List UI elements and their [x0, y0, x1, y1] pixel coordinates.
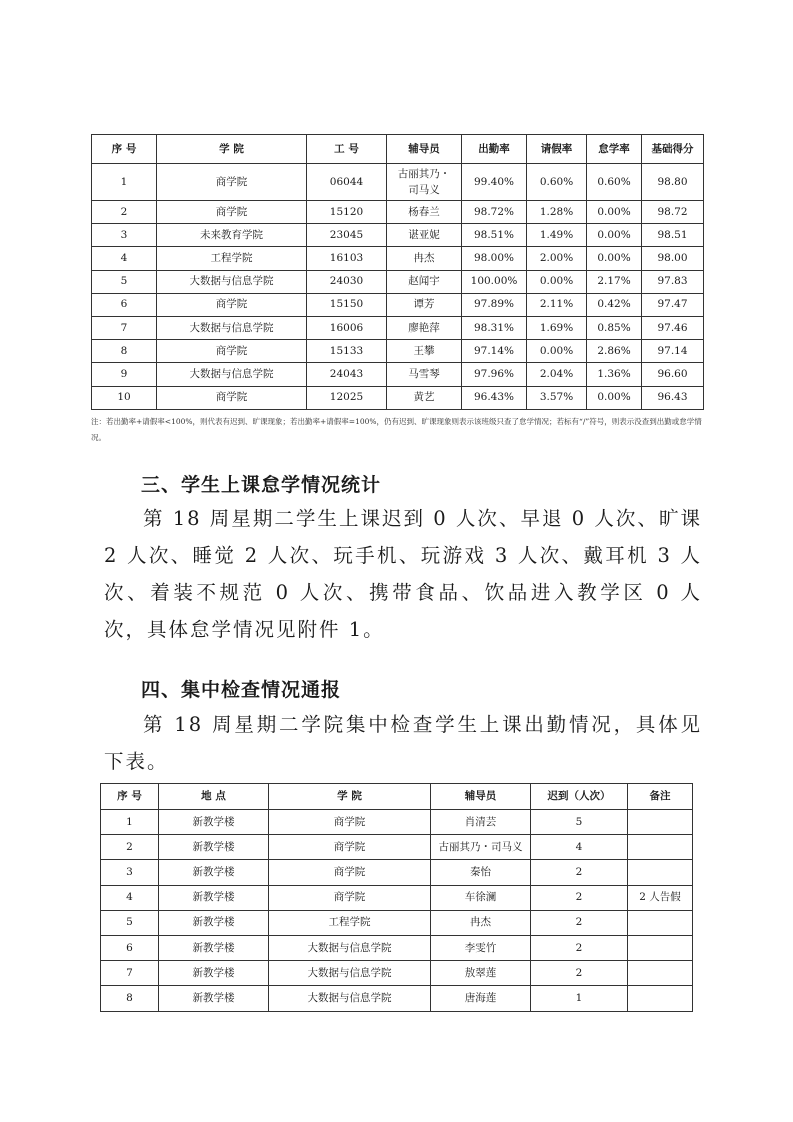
- header-cell: 请假率: [527, 135, 587, 164]
- section-paragraph: 第 18 周星期二学生上课迟到 0 人次、早退 0 人次、旷课 2 人次、睡觉 2 人次、玩手机、玩游戏 3 人次、戴耳机 3 人次、着装不规范 0 人次、携带食品、饮品进入教学区 0 人次，具体怠学情况见附件 1。: [104, 507, 702, 641]
- table-row: [101, 935, 693, 960]
- table-cell: 谌亚妮: [387, 224, 462, 247]
- table-row: [92, 340, 704, 363]
- table-cell: 新教学楼: [159, 961, 269, 986]
- table-cell: 6: [101, 935, 159, 960]
- table-cell: 新教学楼: [159, 885, 269, 910]
- table-cell: 工程学院: [269, 910, 431, 935]
- table-cell: 秦怡: [431, 860, 531, 885]
- table-row: [92, 293, 704, 316]
- table-cell: [628, 810, 693, 835]
- table-cell: 唐海莲: [431, 986, 531, 1011]
- header-cell: 工 号: [307, 135, 387, 164]
- table-cell: 赵闻宇: [387, 270, 462, 293]
- table-cell: 3: [101, 860, 159, 885]
- header-cell: 迟到（人次）: [531, 784, 628, 810]
- table-cell: 车徐澜: [431, 885, 531, 910]
- header-cell: 学 院: [157, 135, 307, 164]
- table-cell: 97.89%: [462, 293, 527, 316]
- table-cell: 98.80: [642, 164, 704, 201]
- table-cell: 2.04%: [527, 363, 587, 386]
- table-row: [92, 386, 704, 409]
- table-cell: 1.28%: [527, 201, 587, 224]
- table-row: [101, 810, 693, 835]
- table-cell: [628, 860, 693, 885]
- table-cell: 1: [101, 810, 159, 835]
- table-cell: 98.72: [642, 201, 704, 224]
- table-cell: 李雯竹: [431, 935, 531, 960]
- table-row: [92, 201, 704, 224]
- header-cell: 地 点: [159, 784, 269, 810]
- table-cell: 8: [101, 986, 159, 1011]
- table-row: [92, 224, 704, 247]
- counselor-attendance-table: [91, 134, 704, 410]
- table-row: [92, 270, 704, 293]
- table-cell: 0.00%: [587, 224, 642, 247]
- header-cell: 辅导员: [431, 784, 531, 810]
- table-cell: 2 人告假: [628, 885, 693, 910]
- table-cell: 97.46: [642, 316, 704, 339]
- table-cell: 96.60: [642, 363, 704, 386]
- header-cell: 序 号: [92, 135, 157, 164]
- table-cell: 15120: [307, 201, 387, 224]
- table-cell: 5: [92, 270, 157, 293]
- table-cell: 商学院: [269, 860, 431, 885]
- table-cell: 2: [531, 935, 628, 960]
- table-row: [101, 986, 693, 1011]
- table-cell: 0.60%: [587, 164, 642, 201]
- table-cell: 8: [92, 340, 157, 363]
- table-cell: 2: [531, 910, 628, 935]
- header-cell: 出勤率: [462, 135, 527, 164]
- table-cell: 2.00%: [527, 247, 587, 270]
- table-cell: 0.00%: [587, 247, 642, 270]
- header-cell: 基础得分: [642, 135, 704, 164]
- table-cell: 0.00%: [527, 340, 587, 363]
- table-header-row: [101, 784, 693, 810]
- table-cell: 9: [92, 363, 157, 386]
- table-cell: 24030: [307, 270, 387, 293]
- table-cell: [628, 935, 693, 960]
- table-cell: 商学院: [157, 340, 307, 363]
- table-cell: 新教学楼: [159, 935, 269, 960]
- table-cell: [628, 910, 693, 935]
- table-cell: 大数据与信息学院: [269, 986, 431, 1011]
- table-cell: 0.00%: [587, 386, 642, 409]
- table-cell: 0.00%: [527, 270, 587, 293]
- table-cell: 4: [92, 247, 157, 270]
- table-cell: 15150: [307, 293, 387, 316]
- table-cell: 16103: [307, 247, 387, 270]
- table-cell: 工程学院: [157, 247, 307, 270]
- table-cell: 16006: [307, 316, 387, 339]
- header-cell: 怠学率: [587, 135, 642, 164]
- table-cell: 1.36%: [587, 363, 642, 386]
- table-cell: 商学院: [269, 810, 431, 835]
- table-cell: 6: [92, 293, 157, 316]
- table-cell: 24043: [307, 363, 387, 386]
- table-row: [92, 164, 704, 201]
- table-cell: 廖艳萍: [387, 316, 462, 339]
- table-cell: 2: [531, 885, 628, 910]
- table-cell: 0.85%: [587, 316, 642, 339]
- table-cell: 7: [92, 316, 157, 339]
- table-cell: 2: [531, 961, 628, 986]
- table-cell: 0.00%: [587, 201, 642, 224]
- table-header-row: [92, 135, 704, 164]
- table-cell: 新教学楼: [159, 986, 269, 1011]
- table-cell: 古丽其乃・司马义: [431, 835, 531, 860]
- table-cell: 12025: [307, 386, 387, 409]
- table-cell: 5: [101, 910, 159, 935]
- table-cell: 10: [92, 386, 157, 409]
- header-cell: 序 号: [101, 784, 159, 810]
- table-cell: 4: [531, 835, 628, 860]
- section-paragraph: 第 18 周星期二学院集中检查学生上课出勤情况，具体见下表。: [104, 713, 702, 773]
- table-cell: 97.83: [642, 270, 704, 293]
- table-row: [101, 885, 693, 910]
- table-cell: 96.43: [642, 386, 704, 409]
- table-cell: 古丽其乃・司马义: [387, 164, 462, 201]
- table-cell: 1: [531, 986, 628, 1011]
- table-cell: 0.60%: [527, 164, 587, 201]
- table-cell: 98.31%: [462, 316, 527, 339]
- table-row: [92, 247, 704, 270]
- header-cell: 备注: [628, 784, 693, 810]
- table-row: [101, 860, 693, 885]
- table-cell: 冉杰: [387, 247, 462, 270]
- table-cell: 98.51: [642, 224, 704, 247]
- table-cell: 肖清芸: [431, 810, 531, 835]
- table-row: [101, 835, 693, 860]
- section-heading: 三、学生上课怠学情况统计: [141, 474, 382, 496]
- table-cell: 97.47: [642, 293, 704, 316]
- table-cell: 马雪琴: [387, 363, 462, 386]
- table-cell: 1.49%: [527, 224, 587, 247]
- table-note: 注：若出勤率+请假率<100%，则代表有迟到、旷课现象；若出勤率+请假率=100%，仍有迟到、旷课现象则表示该班级只查了怠学情况；若标有“/”符号，则表示没查到出勤或怠学情况。: [91, 417, 702, 442]
- inspection-table: [100, 783, 693, 1012]
- table-cell: 98.00%: [462, 247, 527, 270]
- table-cell: 1.69%: [527, 316, 587, 339]
- table-cell: 商学院: [269, 835, 431, 860]
- table-cell: 新教学楼: [159, 860, 269, 885]
- table-cell: 新教学楼: [159, 810, 269, 835]
- table-row: [101, 910, 693, 935]
- table-cell: 大数据与信息学院: [157, 363, 307, 386]
- section-heading: 四、集中检查情况通报: [141, 679, 342, 701]
- table-row: [92, 316, 704, 339]
- table-cell: 2: [101, 835, 159, 860]
- table-cell: 新教学楼: [159, 835, 269, 860]
- table-cell: 2: [531, 860, 628, 885]
- table-cell: 15133: [307, 340, 387, 363]
- table-cell: 新教学楼: [159, 910, 269, 935]
- table-cell: 97.14%: [462, 340, 527, 363]
- table-cell: 98.51%: [462, 224, 527, 247]
- table-cell: 商学院: [269, 885, 431, 910]
- table-cell: 0.42%: [587, 293, 642, 316]
- table-cell: 4: [101, 885, 159, 910]
- table-row: [101, 961, 693, 986]
- table-cell: 98.00: [642, 247, 704, 270]
- table-cell: 2.17%: [587, 270, 642, 293]
- table-cell: [628, 961, 693, 986]
- table-cell: 商学院: [157, 386, 307, 409]
- table-cell: 2.11%: [527, 293, 587, 316]
- table-cell: 98.72%: [462, 201, 527, 224]
- table-cell: 06044: [307, 164, 387, 201]
- table-cell: 敖翠莲: [431, 961, 531, 986]
- table-row: [92, 363, 704, 386]
- table-cell: [628, 835, 693, 860]
- table-cell: 杨春兰: [387, 201, 462, 224]
- table-cell: 100.00%: [462, 270, 527, 293]
- table-cell: 3.57%: [527, 386, 587, 409]
- table-cell: 97.14: [642, 340, 704, 363]
- table-cell: 商学院: [157, 201, 307, 224]
- header-cell: 学 院: [269, 784, 431, 810]
- table-cell: 王攀: [387, 340, 462, 363]
- table-cell: 7: [101, 961, 159, 986]
- table-cell: 商学院: [157, 293, 307, 316]
- table-cell: 2.86%: [587, 340, 642, 363]
- table-cell: 未来教育学院: [157, 224, 307, 247]
- table-cell: 大数据与信息学院: [157, 316, 307, 339]
- table-cell: [628, 986, 693, 1011]
- table-cell: 5: [531, 810, 628, 835]
- table-cell: 23045: [307, 224, 387, 247]
- table-cell: 2: [92, 201, 157, 224]
- table-cell: 大数据与信息学院: [269, 961, 431, 986]
- table-cell: 96.43%: [462, 386, 527, 409]
- table-cell: 黄艺: [387, 386, 462, 409]
- table-cell: 1: [92, 164, 157, 201]
- header-cell: 辅导员: [387, 135, 462, 164]
- table-cell: 大数据与信息学院: [269, 935, 431, 960]
- table-cell: 谭芳: [387, 293, 462, 316]
- table-cell: 99.40%: [462, 164, 527, 201]
- table-cell: 冉杰: [431, 910, 531, 935]
- table-cell: 商学院: [157, 164, 307, 201]
- table-cell: 大数据与信息学院: [157, 270, 307, 293]
- table-cell: 3: [92, 224, 157, 247]
- table-cell: 97.96%: [462, 363, 527, 386]
